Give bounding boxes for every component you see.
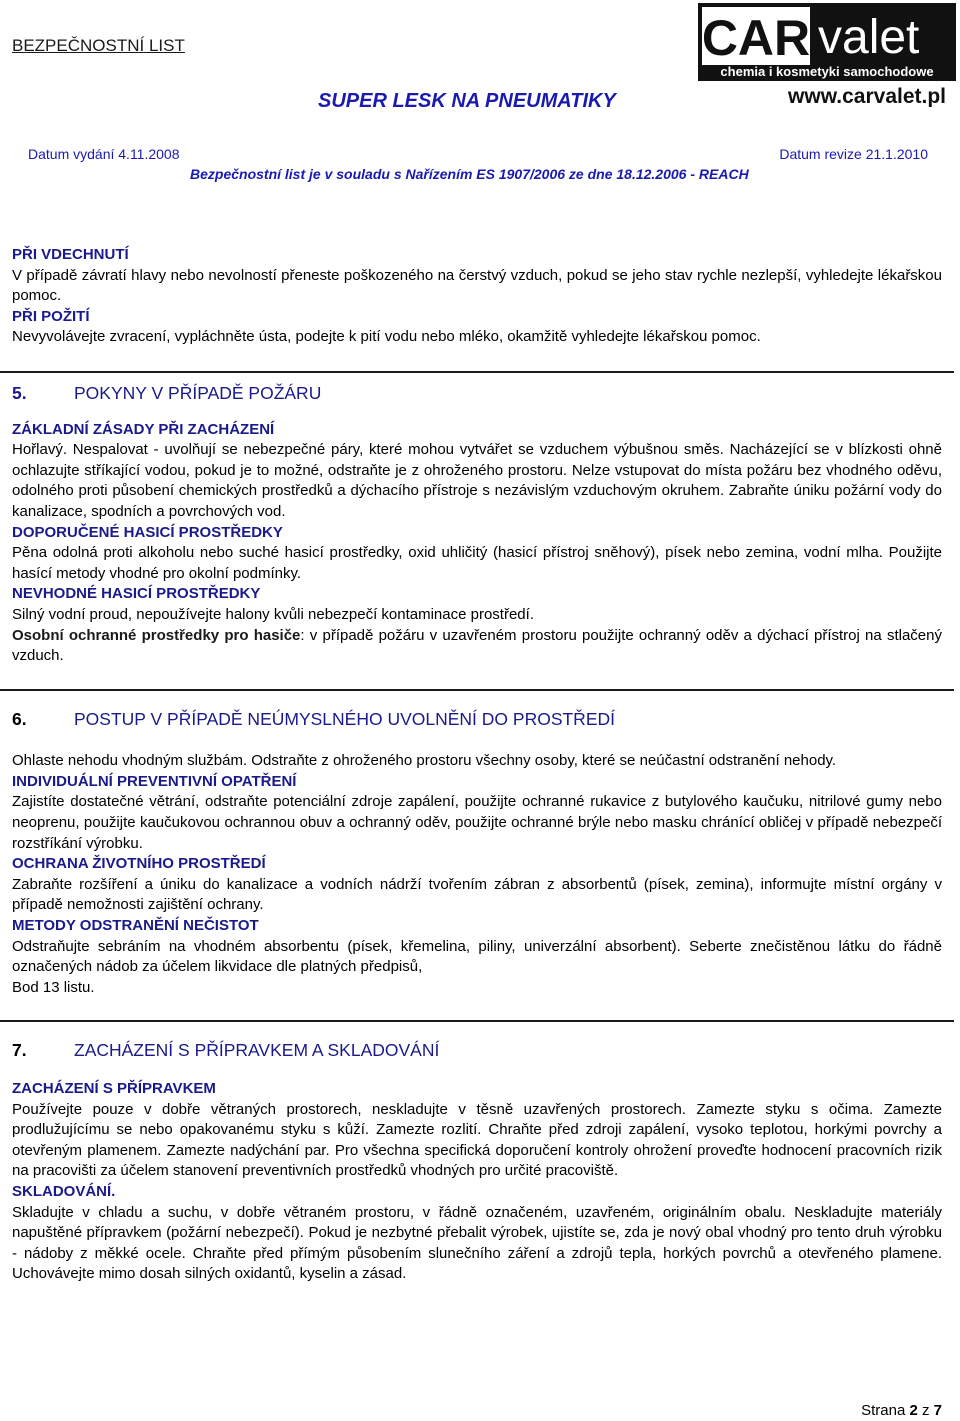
storage-text: Skladujte v chladu a suchu, v dobře větraném prostoru, v řádně označeném, uzavřeném, originálním obalu. Neskladujte materiály napuštěné přípravkem (požární nebezpečí). Pokud je nezbytné přebalit výrobek, ujistíte se, zda je nový obal vhodný pro tento druh výrobku - nádoby z měkké ocele. Chraňte před přímým působením slunečního záření a zdrojů tepla, horkých povrchů a otevřeného plamene. Uchovávejte mimo dosah silných oxidantů, kyselin a zásad. [12,1203,942,1283]
product-name: SUPER LESK NA PNEUMATIKY [318,90,616,112]
issue-date: Datum vydání 4.11.2008 [28,146,180,162]
current-page: 2 [909,1402,918,1419]
revision-date: Datum revize 21.1.2010 [779,146,928,162]
document-type: BEZPEČNOSTNÍ LIST [12,36,185,55]
section-5-heading [12,383,942,404]
individual-measures-heading: INDIVIDUÁLNÍ PREVENTIVNÍ OPATŘENÍ [12,772,297,790]
page-of: z [921,1402,930,1419]
total-pages: 7 [933,1402,942,1419]
unsuitable-agents-heading: NEVHODNÉ HASICÍ PROSTŘEDKY [12,585,261,603]
section-6-title: POSTUP V PŘÍPADĚ NEÚMYSLNÉHO UVOLNĚNÍ DO PROSTŘEDÍ [74,708,615,729]
firefighter-ppe-paragraph [12,626,942,667]
logo-tagline: chemia i kosmetyki samochodowe [720,64,934,79]
section-6-intro: Ohlaste nehodu vhodným službám. Odstraňte z ohroženého prostoru všechny osoby, které se neúčastní odstranění nehody. [12,752,837,770]
recommended-agents-heading: DOPORUČENÉ HASICÍ PROSTŘEDKY [12,523,283,541]
section-6-number: 6. [12,708,27,729]
ingestion-text: Nevyvolávejte zvracení, vypláchněte ústa, podejte k pití vodu nebo mléko, okamžitě vyhledejte lékařskou pomoc. [12,328,761,346]
inhalation-heading: PŘI VDECHNUTÍ [12,246,129,263]
carvalet-logo [698,3,956,107]
section-7-title: ZACHÁZENÍ S PŘÍPRAVKEM A SKLADOVÁNÍ [74,1040,440,1061]
cleanup-text: Odstraňujte sebráním na vhodném absorbentu (písek, křemelina, piliny, univerzální absorbent). Seberte znečistěnou látku do řádně označených nádob za účelem likvidace dle platných předpisů, [12,937,942,976]
section-5-title: POKYNY V PŘÍPADĚ POŽÁRU [74,382,322,403]
individual-measures-text: Zajistíte dostatečné větrání, odstraňte potenciální zdroje zapálení, použijte ochranné rukavice z butylového kaučuku, nitrilové gumy nebo neoprenu, použijte kaučukovou ochrannou obuv a ochranný oděv, použijte ochranné brýle nebo masku chránící obličej v případě nebezpečí rozstříkání výrobku. [12,793,942,852]
environment-text: Zabraňte rozšíření a úniku do kanalizace a vodních nádrží tvořením zábran z absorbentů (písek, zemina), informujte místní orgány v případě nemožnosti zajištění ochrany. [12,875,942,914]
storage-heading: SKLADOVÁNÍ. [12,1182,116,1200]
basic-principles-heading: ZÁKLADNÍ ZÁSADY PŘI ZACHÁZENÍ [12,420,275,438]
section-5-number: 5. [12,382,27,403]
handling-heading: ZACHÁZENÍ S PŘÍPRAVKEM [12,1080,216,1097]
logo-car-text: CAR [701,10,811,66]
logo-valet-text: valet [818,11,920,64]
ingestion-heading: PŘI POŽITÍ [12,307,90,325]
firefighter-ppe-label: Osobní ochranné prostředky pro hasiče [12,626,301,644]
handling-text: Používejte pouze v dobře větraných prostorech, neskladujte v těsně uzavřených prostorech. Zamezte styku s očima. Zamezte prodlužujícímu se nebo opakovanému styku s kůží. Zamezte rozlití. Chraňte před zdroji zapálení, vysoko teplotou, horkými povrchy a otevřeným plamenem. Zamezte nadýchání par. Pro všechna specifická doporučení kontroly ohrožení proveďte hodnocení pracovních rizik na pracovišti za účelem stanovení preventivních prostředků vhodných pro určité pracoviště. [12,1100,942,1180]
inhalation-text: V případě závratí hlavy nebo nevolností přeneste poškozeného na čerstvý vzduch, pokud se jeho stav rychle nezlepší, vyhledejte lékařskou pomoc. [12,266,942,305]
section-7-number: 7. [12,1040,27,1061]
section-7-heading [12,1040,942,1061]
recommended-agents-text: Pěna odolná proti alkoholu nebo suché hasicí prostředky, oxid uhličitý (hasicí přístroj sněhový), písek nebo zemina, vodní mlha. Použijte hasící metody vhodné pro okolní podmínky. [12,544,942,582]
regulation-note: Bezpečnostní list je v souladu s Nařízením ES 1907/2006 ze dne 18.12.2006 - REACH [190,166,749,182]
environment-heading: OCHRANA ŽIVOTNÍHO PROSTŘEDÍ [12,855,266,873]
page-number [861,1402,942,1419]
page-label: Strana [861,1402,906,1419]
section-6-heading [12,709,942,730]
unsuitable-agents-text: Silný vodní proud, nepoužívejte halony kvůli nebezpečí kontaminace prostředí. [12,605,534,623]
logo-url: www.carvalet.pl [788,85,946,107]
firefighter-ppe-text: : v případě požáru v uzavřeném prostoru použijte ochranný oděv a dýchací přístroj na stlačený vzduch. [12,626,942,665]
cleanup-heading: METODY ODSTRANĚNÍ NEČISTOT [12,917,259,935]
document-body [12,245,942,1285]
basic-principles-text: Hořlavý. Nespalovat - uvolňují se nebezpečné páry, které mohou vytvářet se vzduchem výbušnou směs. Nacházející se v blízkosti ohně ochlazujte stříkající vodou, pokud je to možné, odstraňte je z ohroženého prostoru. Nelze vstupovat do místa požáru bez vhodného oděvu, odolného proti působení chemických prostředků a dýchacího přístroje s nezávislým vzduchovým okruhem. Zabraňte úniku požární vody do kanalizace, spodních a povrchových vod. [12,441,942,520]
cleanup-reference: Bod 13 listu. [12,978,95,996]
